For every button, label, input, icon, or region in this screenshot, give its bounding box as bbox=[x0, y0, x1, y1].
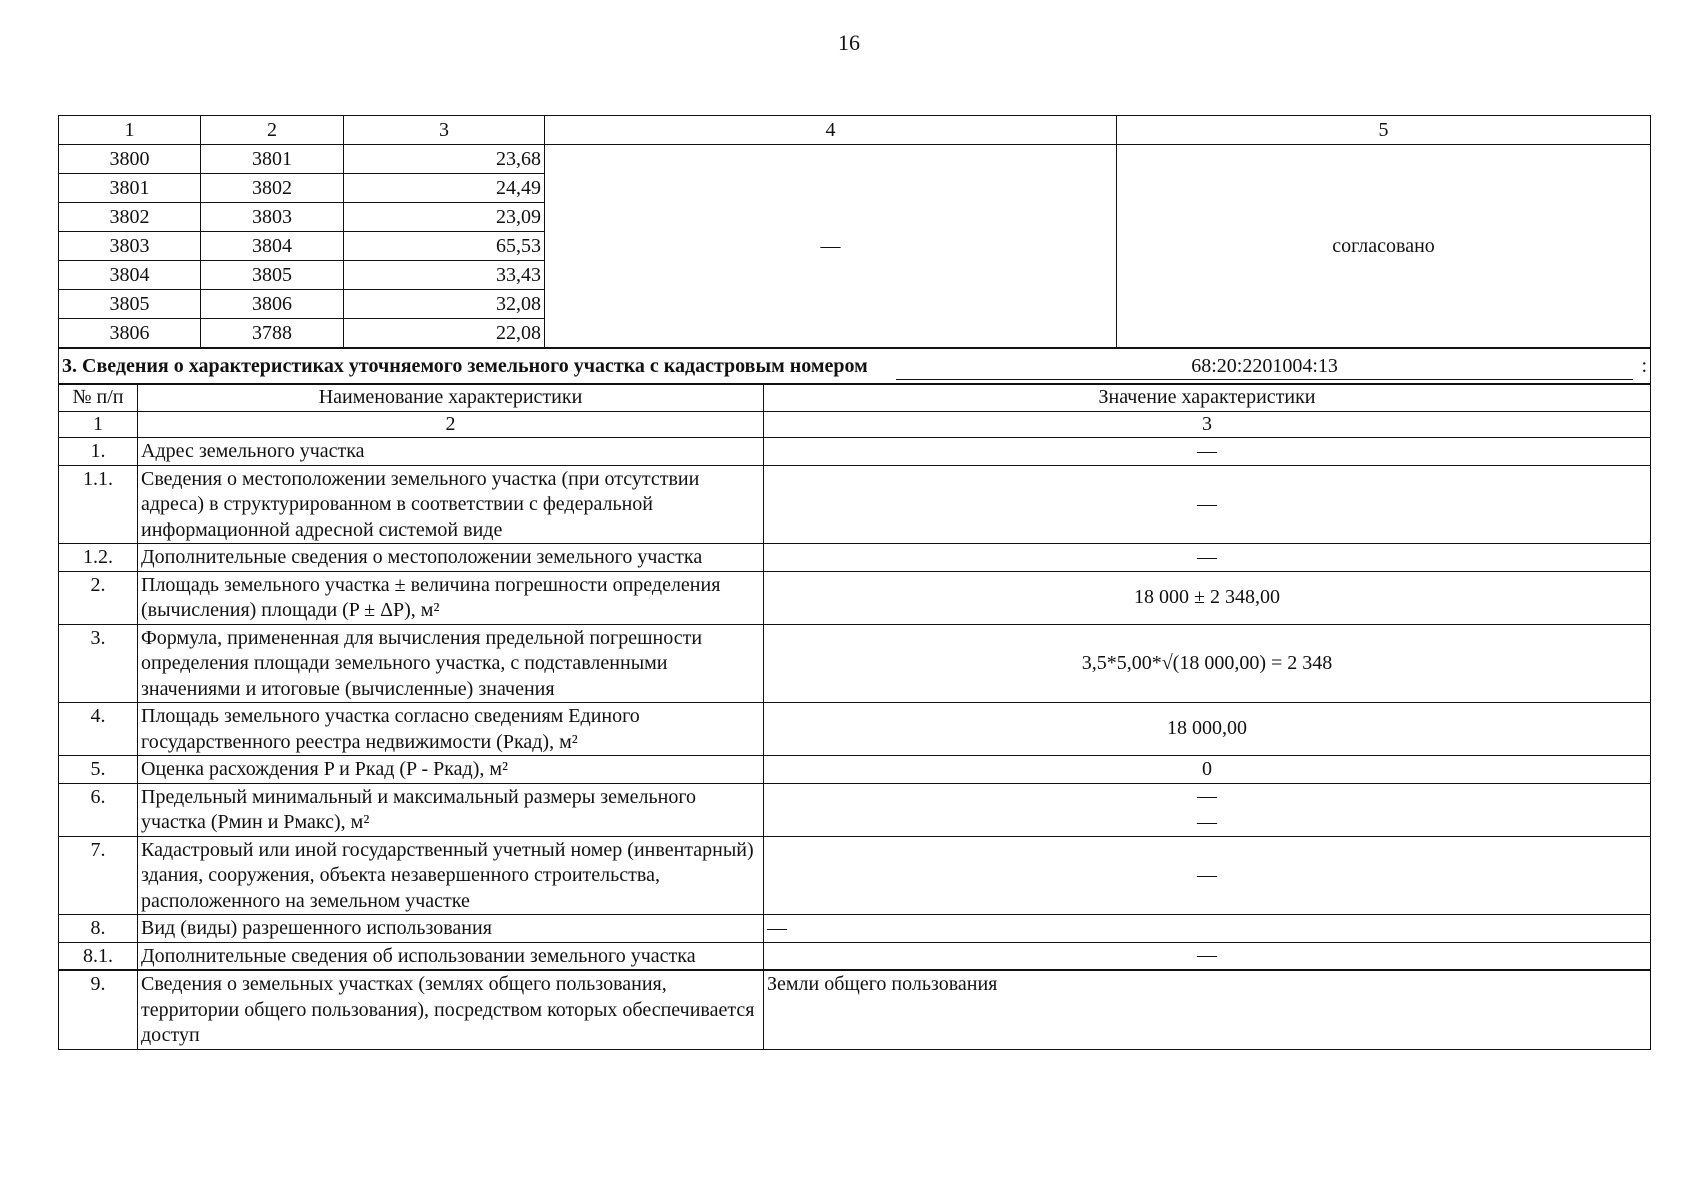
characteristic-name: Дополнительные сведения об использовании земельного участка bbox=[138, 942, 764, 970]
characteristic-name: Дополнительные сведения о местоположении земельного участка bbox=[138, 544, 764, 572]
segment-length: 23,68 bbox=[344, 145, 545, 174]
table1-col5-value: согласовано bbox=[1117, 145, 1651, 349]
table2-index: 2 bbox=[138, 411, 764, 438]
row-number: 2. bbox=[59, 571, 138, 624]
characteristic-value bbox=[764, 783, 1651, 836]
point-to: 3788 bbox=[201, 319, 344, 349]
point-to: 3804 bbox=[201, 232, 344, 261]
table1-header: 2 bbox=[201, 116, 344, 145]
row-number: 9. bbox=[59, 970, 138, 1049]
characteristic-name: Формула, примененная для вычисления предельной погрешности определения площади земельного участка, с подставленными значениями и итоговые (вычисленные) значения bbox=[138, 624, 764, 703]
table1-header-row bbox=[59, 116, 1651, 145]
page-number: 16 bbox=[838, 30, 860, 55]
characteristic-name: Сведения о местоположении земельного участка (при отсутствии адреса) в структурированном в соответствии с федеральной информационной адресной системой виде bbox=[138, 465, 764, 544]
characteristic-name: Вид (виды) разрешенного использования bbox=[138, 915, 764, 943]
segment-length: 65,53 bbox=[344, 232, 545, 261]
table-row bbox=[59, 756, 1651, 784]
point-from: 3802 bbox=[59, 203, 201, 232]
characteristic-value: — bbox=[764, 438, 1651, 466]
segment-length: 33,43 bbox=[344, 261, 545, 290]
table-row bbox=[59, 571, 1651, 624]
boundary-segments-table bbox=[58, 115, 1651, 384]
table2-index: 1 bbox=[59, 411, 138, 438]
characteristic-value: Земли общего пользования bbox=[764, 970, 1651, 1049]
table-row bbox=[59, 438, 1651, 466]
section3-header bbox=[59, 348, 1651, 384]
row-number: 1. bbox=[59, 438, 138, 466]
point-from: 3805 bbox=[59, 290, 201, 319]
table-row bbox=[59, 915, 1651, 943]
section3-title: 3. Сведения о характеристиках уточняемого земельного участка с кадастровым номером bbox=[62, 355, 868, 377]
characteristic-name: Кадастровый или иной государственный учетный номер (инвентарный) здания, сооружения, объекта незавершенного строительства, расположенного на земельном участке bbox=[138, 836, 764, 915]
table2-header-row bbox=[59, 385, 1651, 412]
point-to: 3802 bbox=[201, 174, 344, 203]
segment-length: 22,08 bbox=[344, 319, 545, 349]
table-row bbox=[59, 145, 1651, 174]
table1-header: 4 bbox=[545, 116, 1117, 145]
row-number: 1.2. bbox=[59, 544, 138, 572]
row-number: 1.1. bbox=[59, 465, 138, 544]
characteristic-name: Адрес земельного участка bbox=[138, 438, 764, 466]
table2-header: № п/п bbox=[59, 385, 138, 412]
characteristics-table bbox=[58, 384, 1651, 1050]
table2-header: Наименование характеристики bbox=[138, 385, 764, 412]
table-row bbox=[59, 942, 1651, 970]
section3-header-row bbox=[59, 348, 1651, 384]
table1-col4-value: — bbox=[545, 145, 1117, 349]
characteristic-value: 18 000 ± 2 348,00 bbox=[764, 571, 1651, 624]
characteristic-value: 0 bbox=[764, 756, 1651, 784]
characteristic-value: — bbox=[764, 544, 1651, 572]
row-number: 8.1. bbox=[59, 942, 138, 970]
point-from: 3806 bbox=[59, 319, 201, 349]
row-number: 7. bbox=[59, 836, 138, 915]
point-to: 3805 bbox=[201, 261, 344, 290]
point-from: 3801 bbox=[59, 174, 201, 203]
point-to: 3803 bbox=[201, 203, 344, 232]
table2-header: Значение характеристики bbox=[764, 385, 1651, 412]
characteristic-value: — bbox=[764, 942, 1651, 970]
cadastral-number: 68:20:2201004:13 bbox=[896, 353, 1634, 380]
segment-length: 23,09 bbox=[344, 203, 545, 232]
characteristic-name: Предельный минимальный и максимальный размеры земельного участка (Pмин и Pмакс), м² bbox=[138, 783, 764, 836]
segment-length: 24,49 bbox=[344, 174, 545, 203]
table-row bbox=[59, 783, 1651, 836]
table1-header: 3 bbox=[344, 116, 545, 145]
segment-length: 32,08 bbox=[344, 290, 545, 319]
table-row bbox=[59, 703, 1651, 756]
characteristic-value: 3,5*5,00*√(18 000,00) = 2 348 bbox=[764, 624, 1651, 703]
characteristic-value: 18 000,00 bbox=[764, 703, 1651, 756]
point-to: 3801 bbox=[201, 145, 344, 174]
characteristic-value: — bbox=[764, 915, 1651, 943]
point-from: 3804 bbox=[59, 261, 201, 290]
row-number: 4. bbox=[59, 703, 138, 756]
point-from: 3803 bbox=[59, 232, 201, 261]
min-size-value: — bbox=[1197, 785, 1217, 807]
point-to: 3806 bbox=[201, 290, 344, 319]
point-from: 3800 bbox=[59, 145, 201, 174]
table-row bbox=[59, 836, 1651, 915]
characteristic-name: Сведения о земельных участках (землях общего пользования, территории общего пользования), посредством которых обеспечивается доступ bbox=[138, 970, 764, 1049]
table1-header: 5 bbox=[1117, 116, 1651, 145]
characteristic-name: Площадь земельного участка ± величина погрешности определения (вычисления) площади (P ± ΔP), м² bbox=[138, 571, 764, 624]
table-row bbox=[59, 465, 1651, 544]
characteristic-value: — bbox=[764, 465, 1651, 544]
table-row bbox=[59, 970, 1651, 1049]
row-number: 5. bbox=[59, 756, 138, 784]
row-number: 6. bbox=[59, 783, 138, 836]
section3-suffix: : bbox=[1641, 355, 1647, 377]
table-row bbox=[59, 544, 1651, 572]
table2-index: 3 bbox=[764, 411, 1651, 438]
table2-index-row bbox=[59, 411, 1651, 438]
characteristic-value: — bbox=[764, 836, 1651, 915]
characteristic-name: Площадь земельного участка согласно сведениям Единого государственного реестра недвижимости (Pкад), м² bbox=[138, 703, 764, 756]
table-row bbox=[59, 624, 1651, 703]
row-number: 8. bbox=[59, 915, 138, 943]
characteristic-name: Оценка расхождения P и Pкад (P - Pкад), м² bbox=[138, 756, 764, 784]
table1-header: 1 bbox=[59, 116, 201, 145]
max-size-value: — bbox=[1197, 810, 1217, 833]
document-sheet bbox=[58, 115, 1650, 1050]
row-number: 3. bbox=[59, 624, 138, 703]
